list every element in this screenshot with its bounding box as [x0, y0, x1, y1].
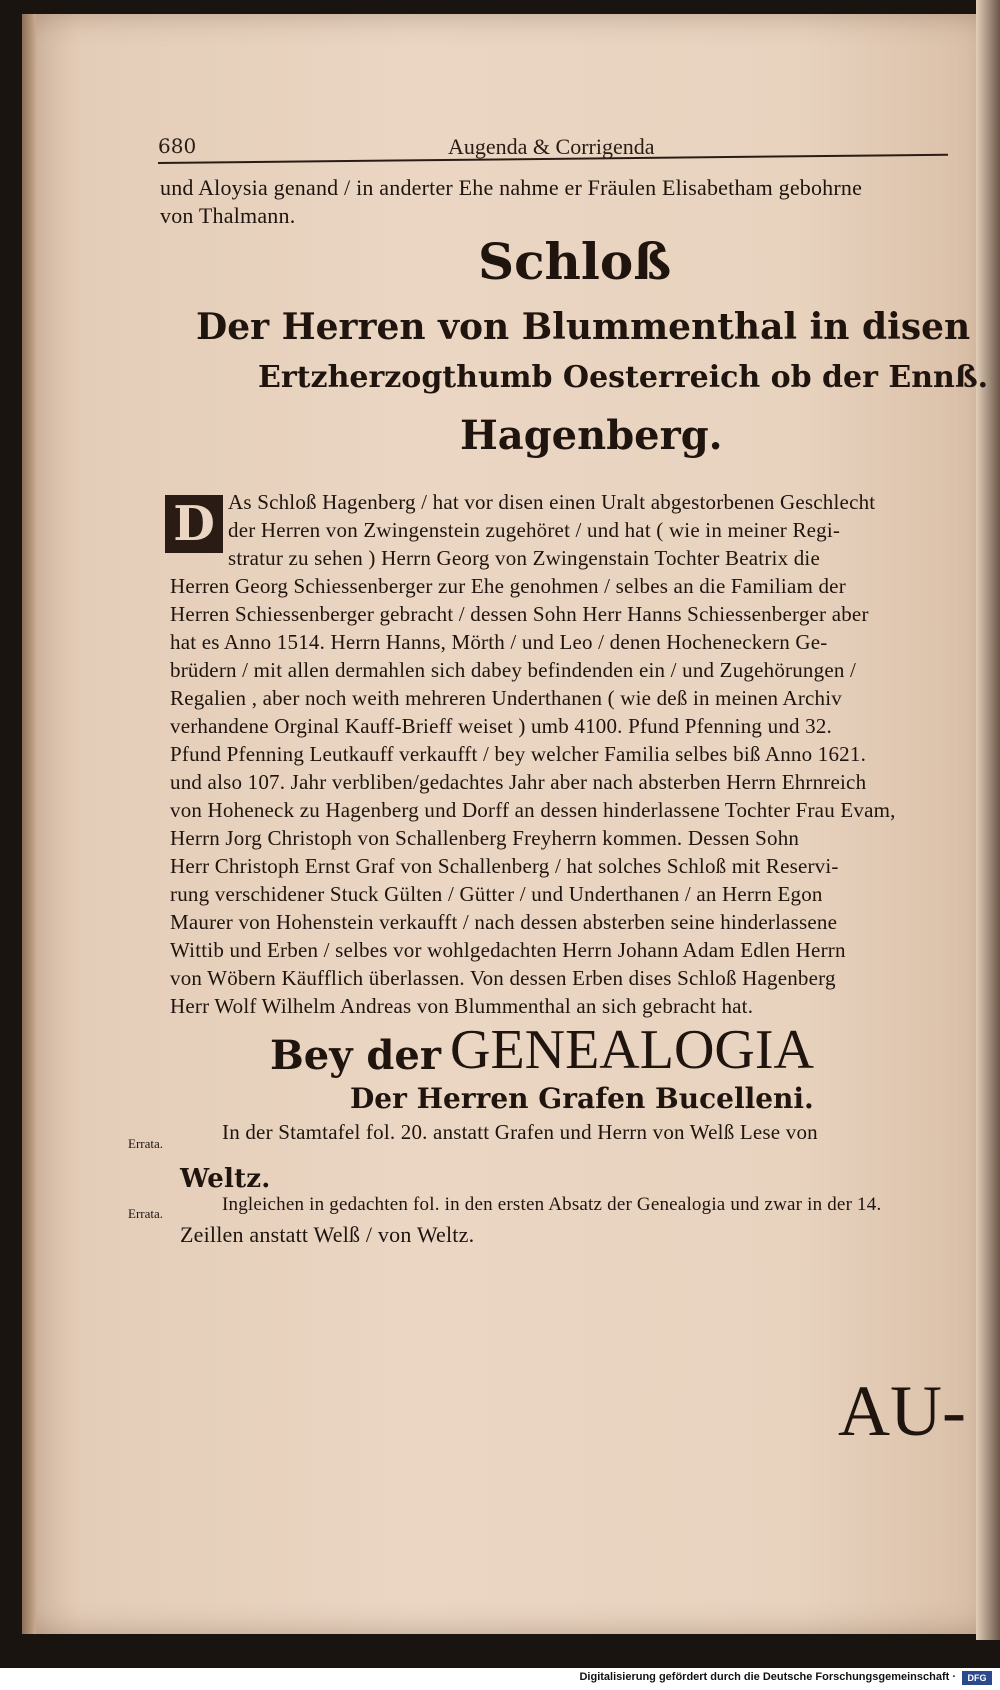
body-line: Maurer von Hohenstein verkaufft / nach dessen absterben seine hinderlassene	[170, 910, 838, 934]
place-heading: Hagenberg.	[460, 412, 723, 459]
body-line: Wittib und Erben / selbes vor wohlgedachten Herrn Johann Adam Edlen Herrn	[170, 938, 846, 962]
section-subtitle: Der Herren Grafen Bucelleni.	[350, 1082, 814, 1115]
body-line: von Wöbern Käufflich überlassen. Von dessen Erben dises Schloß Hagenberg	[170, 966, 836, 990]
errata-line: Zeillen anstatt Welß / von Weltz.	[180, 1222, 475, 1247]
body-line: Regalien , aber noch weith mehreren Underthanen ( wie deß in meinen Archiv	[170, 686, 842, 710]
body-line: brüdern / mit allen dermahlen sich dabey befindenden ein / und Zugehörungen /	[170, 658, 857, 682]
body-line: von Hoheneck zu Hagenberg und Dorff an dessen hinderlassene Tochter Frau Evam,	[170, 798, 896, 822]
page-number: 680	[158, 134, 197, 158]
body-line: Pfund Pfenning Leutkauff verkaufft / bey welcher Familia selbes biß Anno 1621.	[170, 742, 867, 766]
body-line: Herr Christoph Ernst Graf von Schallenberg / hat solches Schloß mit Reservi-	[170, 854, 839, 878]
body-line: Herren Schiessenberger gebracht / dessen Sohn Herr Hanns Schiessenberger aber	[170, 602, 869, 626]
footer-bar	[0, 1668, 1000, 1690]
body-line: hat es Anno 1514. Herrn Hanns, Mörth / und Leo / denen Hocheneckern Ge-	[170, 630, 828, 654]
catchword: AU-	[838, 1371, 966, 1451]
body-line: rung verschidener Stuck Gülten / Gütter / und Underthanen / an Herrn Egon	[170, 882, 823, 906]
errata-label: Errata.	[128, 1206, 164, 1221]
section-title: GENEALOGIA	[450, 1019, 814, 1081]
errata-line: In der Stamtafel fol. 20. anstatt Grafen und Herrn von Welß Lese von	[222, 1120, 818, 1144]
body-line: Herren Georg Schiessenberger zur Ehe genohmen / selbes an die Familiam der	[170, 574, 846, 598]
intro-line: und Aloysia genand / in anderter Ehe nahme er Fräulen Elisabetham gebohrne	[160, 175, 863, 200]
section-subtitle: Der Herren von Blummenthal in disen	[196, 306, 971, 348]
drop-initial: D	[165, 495, 223, 553]
body-line: Herr Wolf Wilhelm Andreas von Blummenthal an sich gebracht hat.	[170, 994, 754, 1018]
errata-line: Ingleichen in gedachten fol. in den ersten Absatz der Genealogia und zwar in der 14.	[222, 1194, 882, 1215]
body-line: und also 107. Jahr verbliben/gedachtes Jahr aber nach absterben Herrn Ehrnreich	[170, 770, 867, 794]
body-line: der Herren von Zwingenstein zugehöret / und hat ( wie in meiner Regi-	[228, 518, 841, 542]
funding-credit: Digitalisierung gefördert durch die Deutsche Forschungsgemeinschaft ·	[579, 1671, 956, 1683]
running-head	[158, 132, 948, 162]
section-subtitle: Ertzherzogthumb Oesterreich ob der Ennß.	[258, 360, 989, 395]
body-line: stratur zu sehen ) Herrn Georg von Zwingenstain Tochter Beatrix die	[228, 546, 820, 570]
intro-line: von Thalmann.	[160, 203, 296, 228]
body-line: verhandene Orginal Kauff-Brieff weiset ) umb 4100. Pfund Pfenning und 32.	[170, 714, 832, 738]
errata-label: Errata.	[128, 1136, 164, 1151]
running-title: Augenda & Corrigenda	[448, 134, 655, 159]
dfg-logo: DFG	[962, 1671, 992, 1685]
section-title: Schloß	[478, 232, 672, 291]
page-edge	[976, 0, 1000, 1640]
section-prefix: Bey der	[270, 1032, 441, 1079]
errata-line: Weltz.	[180, 1164, 271, 1194]
book-gutter	[22, 14, 36, 1634]
body-line: Herrn Jorg Christoph von Schallenberg Freyherrn kommen. Dessen Sohn	[170, 826, 800, 850]
body-line: As Schloß Hagenberg / hat vor disen einen Uralt abgestorbenen Geschlecht	[228, 490, 876, 514]
